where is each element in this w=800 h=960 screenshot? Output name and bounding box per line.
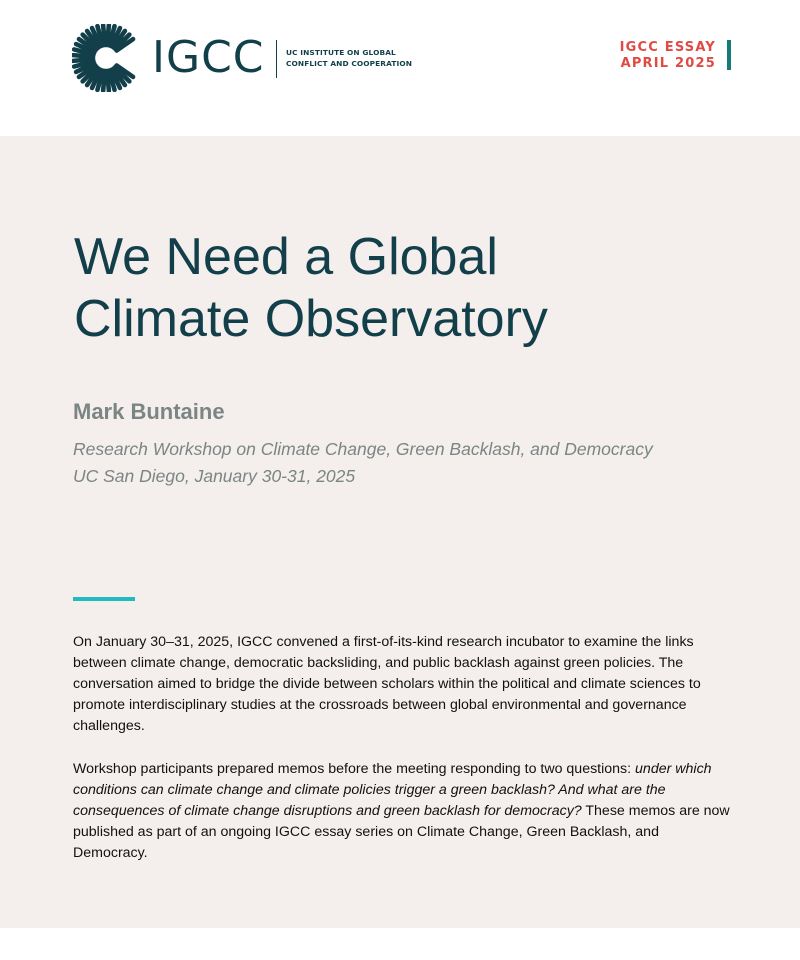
paragraph-2: [73, 759, 733, 864]
author-name: Mark Buntaine: [73, 399, 225, 424]
logo-ray: [107, 25, 109, 45]
intro-text: [73, 632, 733, 886]
logo-ray: [103, 71, 105, 91]
paragraph-1: On January 30–31, 2025, IGCC convened a first-of-its-kind research incubator to examine the links between climate change, democratic backsliding, and public backlash against green policies. The conversation aimed to bridge the divide between scholars within the political and climate sciences to promote interdisciplinary studies at the crossroads between global environmental and governance challenges.: [73, 634, 701, 734]
title-line1: We Need a Global: [74, 228, 498, 286]
paragraph-2-intro: Workshop participants prepared memos before the meeting responding to two questions:: [73, 761, 636, 777]
paragraph-2-outro: These memos are now published as part of an ongoing IGCC essay series on Climate Change, Green Backlash, and Democracy.: [73, 803, 730, 861]
date-label: APRIL 2025: [620, 56, 716, 71]
logo-subtitle-line2: CONFLICT AND COOPERATION: [286, 59, 413, 68]
logo-subtitle: [286, 47, 412, 69]
series-label: IGCC ESSAY: [619, 40, 716, 55]
essay-series-label: [620, 40, 716, 72]
event-info: [73, 436, 653, 490]
logo-subtitle-line1: UC INSTITUTE ON GLOBAL: [286, 48, 396, 57]
igcc-logo-icon: [72, 24, 140, 92]
paragraph-2-questions: under which conditions can climate change and climate policies trigger a green backlash? And what are the consequences of climate change disruptions and green backlash for democracy?: [73, 761, 712, 819]
event-location-date: UC San Diego, January 30-31, 2025: [73, 466, 356, 486]
page-header: [0, 0, 800, 136]
event-title: Research Workshop on Climate Change, Green Backlash, and Democracy: [73, 439, 653, 459]
logo-ray: [73, 55, 93, 57]
page-title: [74, 226, 754, 350]
accent-rule: [73, 597, 135, 601]
title-line2: Climate Observatory: [74, 290, 548, 348]
logo-wordmark: IGCC: [152, 32, 265, 83]
series-accent-bar: [727, 40, 731, 70]
logo-divider: [276, 40, 277, 78]
